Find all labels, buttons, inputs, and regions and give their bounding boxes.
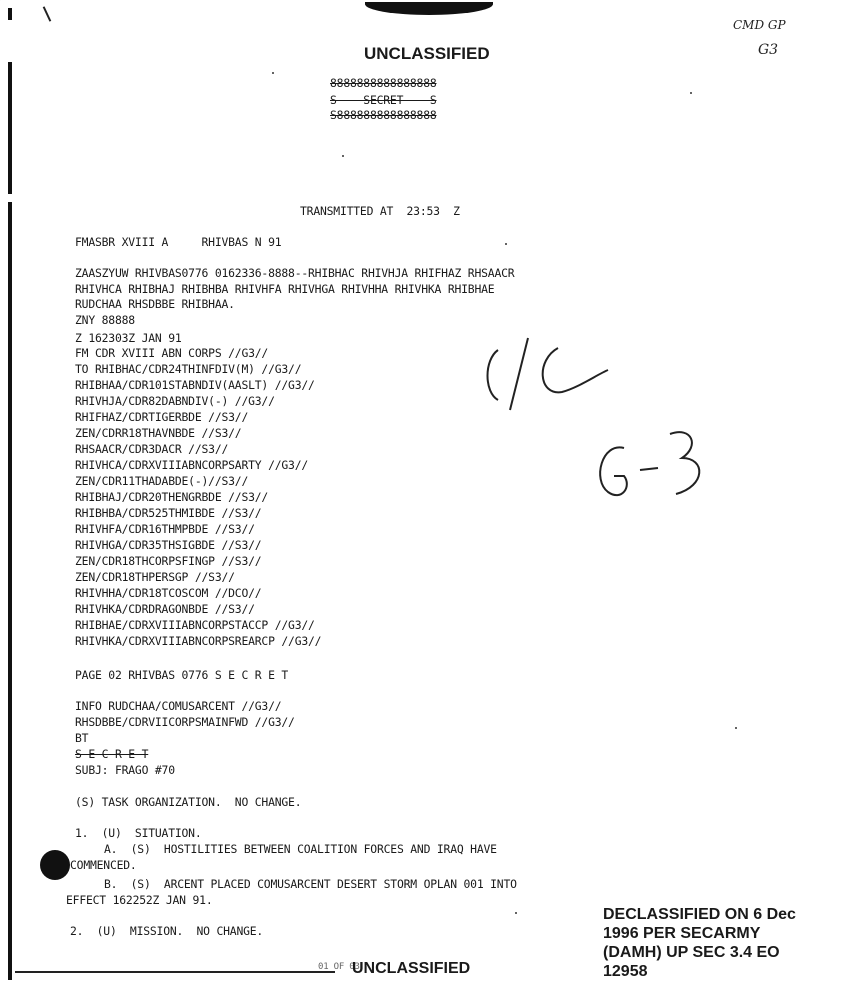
para-1b: B. (S) ARCENT PLACED COMUSARCENT DESERT STORM OPLAN 001 INTO bbox=[104, 877, 517, 891]
routing-line: RHIVHKA/CDRXVIIIABNCORPSREARCP //G3// bbox=[75, 634, 322, 648]
scan-speck bbox=[342, 155, 344, 157]
routing-line: RHIFHAZ/CDRTIGERBDE //S3// bbox=[75, 410, 249, 424]
handwritten-g3-top: G3 bbox=[758, 42, 779, 58]
routing-line: FM CDR XVIII ABN CORPS //G3// bbox=[75, 346, 269, 360]
routing-line: RHIVHHA/CDR18TCOSCOM //DCO// bbox=[75, 586, 262, 600]
declass-line-1: DECLASSIFIED ON 6 Dec bbox=[603, 906, 796, 923]
routing-line: ZEN/CDR11THADABDE(-)//S3// bbox=[75, 474, 249, 488]
routing-line: ZNY 88888 bbox=[75, 313, 135, 327]
declass-line-4: 12958 bbox=[603, 963, 648, 980]
subject-line: SUBJ: FRAGO #70 bbox=[75, 763, 175, 777]
scan-speck bbox=[515, 912, 517, 914]
routing-line: RHSAACR/CDR3DACR //S3// bbox=[75, 442, 229, 456]
scan-top-smudge bbox=[365, 2, 493, 15]
routing-line: RHIVHGA/CDR35THSIGBDE //S3// bbox=[75, 538, 262, 552]
para-1a-cont: COMMENCED. bbox=[70, 858, 137, 872]
routing-line: FMASBR XVIII A RHIVBAS N 91 bbox=[75, 235, 282, 249]
handwritten-cc-mark bbox=[480, 330, 620, 420]
routing-line: RHIBHAE/CDRXVIIIABNCORPSTACCP //G3// bbox=[75, 618, 315, 632]
routing-line: ZEN/CDR18THPERSGP //S3// bbox=[75, 570, 235, 584]
scan-edge-bar-left bbox=[8, 62, 12, 194]
classification-top: UNCLASSIFIED bbox=[364, 44, 490, 63]
routing-line: ZEN/CDRR18THAVNBDE //S3// bbox=[75, 426, 242, 440]
page2-line-text: PAGE 02 RHIVBAS 0776 S E C R E T bbox=[75, 668, 289, 682]
para-1: 1. (U) SITUATION. bbox=[75, 826, 202, 840]
routing-line: ZEN/CDR18THCORPSFINGP //S3// bbox=[75, 554, 262, 568]
routing-line: TO RHIBHAC/CDR24THINFDIV(M) //G3// bbox=[75, 362, 302, 376]
transmittal-line: TRANSMITTED AT 23:53 Z bbox=[300, 204, 460, 218]
scan-speck bbox=[690, 92, 692, 94]
routing-line: RHIBHBA/CDR525THMIBDE //S3// bbox=[75, 506, 262, 520]
routing-line: RHIVHCA RHIBHAJ RHIBHBA RHIVHFA RHIVHGA RHIVHHA RHIVHKA RHIBHAE bbox=[75, 282, 495, 296]
page2-line bbox=[75, 668, 288, 683]
classification-bottom: UNCLASSIFIED bbox=[352, 960, 471, 977]
declass-line-3: (DAMH) UP SEC 3.4 EO bbox=[603, 944, 780, 961]
scan-edge-bar-left-2 bbox=[8, 202, 12, 980]
scan-speck bbox=[272, 72, 274, 74]
routing-line: RHIVHKA/CDRDRAGONBDE //S3// bbox=[75, 602, 255, 616]
scan-speck bbox=[505, 243, 507, 245]
footer-rule bbox=[15, 971, 335, 973]
info-line: RHSDBBE/CDRVIICORPSMAINFWD //G3// bbox=[75, 715, 295, 729]
secret-strikeout: S E C R E T bbox=[75, 747, 149, 761]
scan-speck bbox=[735, 727, 737, 729]
routing-line: RUDCHAA RHSDBBE RHIBHAA. bbox=[75, 297, 235, 311]
page-ref: 01 OF 03 bbox=[318, 962, 360, 972]
routing-line: RHIBHAA/CDR101STABNDIV(AASLT) //G3// bbox=[75, 378, 315, 392]
hole-punch bbox=[40, 850, 70, 880]
routing-line: Z 162303Z JAN 91 bbox=[75, 331, 182, 345]
routing-line: RHIVHFA/CDR16THMPBDE //S3// bbox=[75, 522, 255, 536]
routing-line: RHIBHAJ/CDR20THENGRBDE //S3// bbox=[75, 490, 269, 504]
declass-line-2: 1996 PER SECARMY bbox=[603, 925, 761, 942]
routing-line: RHIVHCA/CDRXVIIIABNCORPSARTY //G3// bbox=[75, 458, 309, 472]
handwritten-g3-text: G bbox=[0, 2, 1, 3]
scan-edge-mark-slash bbox=[43, 6, 52, 21]
info-line: INFO RUDCHAA/COMUSARCENT //G3// bbox=[75, 699, 282, 713]
handwritten-cmd-gp: CMD GP bbox=[733, 18, 786, 32]
routing-line: ZAASZYUW RHIVBAS0776 0162336-8888--RHIBHAC RHIVHJA RHIFHAZ RHSAACR bbox=[75, 266, 515, 280]
handwritten-cc-text: C bbox=[0, 0, 1, 1]
routing-line: RHIVHJA/CDR82DABNDIV(-) //G3// bbox=[75, 394, 275, 408]
banner-line-2: S SECRET S bbox=[330, 93, 437, 107]
para-2: 2. (U) MISSION. NO CHANGE. bbox=[70, 924, 264, 938]
info-line: BT bbox=[75, 731, 89, 745]
scan-edge-mark-top bbox=[8, 8, 12, 20]
handwritten-g3-mark bbox=[588, 424, 718, 514]
banner-line-1: 8888888888888888 bbox=[330, 76, 437, 90]
task-org-line: (S) TASK ORGANIZATION. NO CHANGE. bbox=[75, 795, 302, 809]
para-1b-cont: EFFECT 162252Z JAN 91. bbox=[66, 893, 213, 907]
banner-line-3: S888888888888888 bbox=[330, 108, 437, 122]
para-1a: A. (S) HOSTILITIES BETWEEN COALITION FORCES AND IRAQ HAVE bbox=[104, 842, 497, 856]
